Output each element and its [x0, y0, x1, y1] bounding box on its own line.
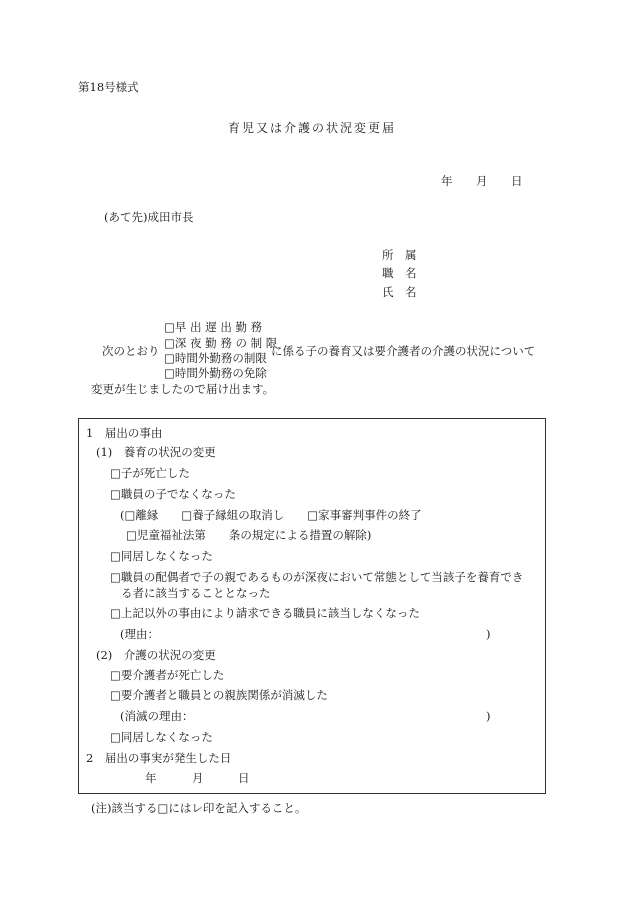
date-year: 年 [441, 174, 453, 188]
section1-heading: 1 届出の事由 [86, 426, 163, 440]
option-overtime-limit: □時間外勤務の制限 [164, 351, 267, 365]
item-child-died: □子が死亡した [110, 466, 190, 480]
item-relation-ended: □要介護者と職員との親族関係が消滅した [110, 688, 328, 702]
occurrence-year: 年 [145, 771, 157, 785]
date-day: 日 [511, 174, 523, 188]
addressee: (あて先)成田市長 [104, 210, 194, 224]
item-reason-line1: (□離縁 □養子縁組の取消し □家事審判事件の終了 [120, 508, 422, 522]
item-other-reason: □上記以外の事由により請求できる職員に該当しなくなった [110, 606, 420, 620]
reason-label: (理由： [120, 627, 159, 641]
item-spouse-line1: □職員の配偶者で子の親であるものが深夜において常態として当該子を養育でき [110, 570, 524, 584]
item-reason-line2: □児童福祉法第 条の規定による措置の解除) [126, 528, 372, 542]
date-month: 月 [476, 174, 488, 188]
item-not-cohabiting: □同居しなくなった [110, 549, 213, 563]
option-early-late-shift: □早 出 遅 出 勤 務 [164, 320, 263, 334]
intro-lead: 次のとおり [102, 344, 160, 358]
item-caree-died: □要介護者が死亡した [110, 668, 225, 682]
reason-close: ) [486, 627, 491, 641]
footnote: (注)該当する□にはレ印を記入すること。 [91, 801, 307, 815]
name-label: 氏 名 [382, 285, 417, 299]
page-title: 育児又は介護の状況変更届 [228, 121, 397, 135]
item-caree-not-cohabiting: □同居しなくなった [110, 730, 213, 744]
extinction-close: ) [486, 709, 491, 723]
intro-tail: に係る子の養育又は要介護者の介護の状況について [271, 344, 536, 358]
item-not-child: □職員の子でなくなった [110, 487, 236, 501]
option-night-limit: □深 夜 勤 務 の 制 限 [164, 336, 278, 350]
affiliation-label: 所 属 [382, 248, 417, 262]
sub2-heading: (2) 介護の状況の変更 [96, 648, 216, 662]
intro-line2: 変更が生じましたので届け出ます。 [91, 382, 275, 396]
extinction-label: (消滅の理由： [120, 709, 194, 723]
position-label: 職 名 [382, 266, 417, 280]
form-number: 第18号様式 [78, 80, 139, 94]
sub1-heading: (1) 養育の状況の変更 [96, 445, 216, 459]
occurrence-day: 日 [238, 771, 250, 785]
section2-heading: 2 届出の事実が発生した日 [86, 751, 232, 765]
occurrence-month: 月 [192, 771, 204, 785]
option-overtime-exempt: □時間外勤務の免除 [164, 366, 267, 380]
item-spouse-line2: る者に該当することとなった [121, 586, 271, 600]
